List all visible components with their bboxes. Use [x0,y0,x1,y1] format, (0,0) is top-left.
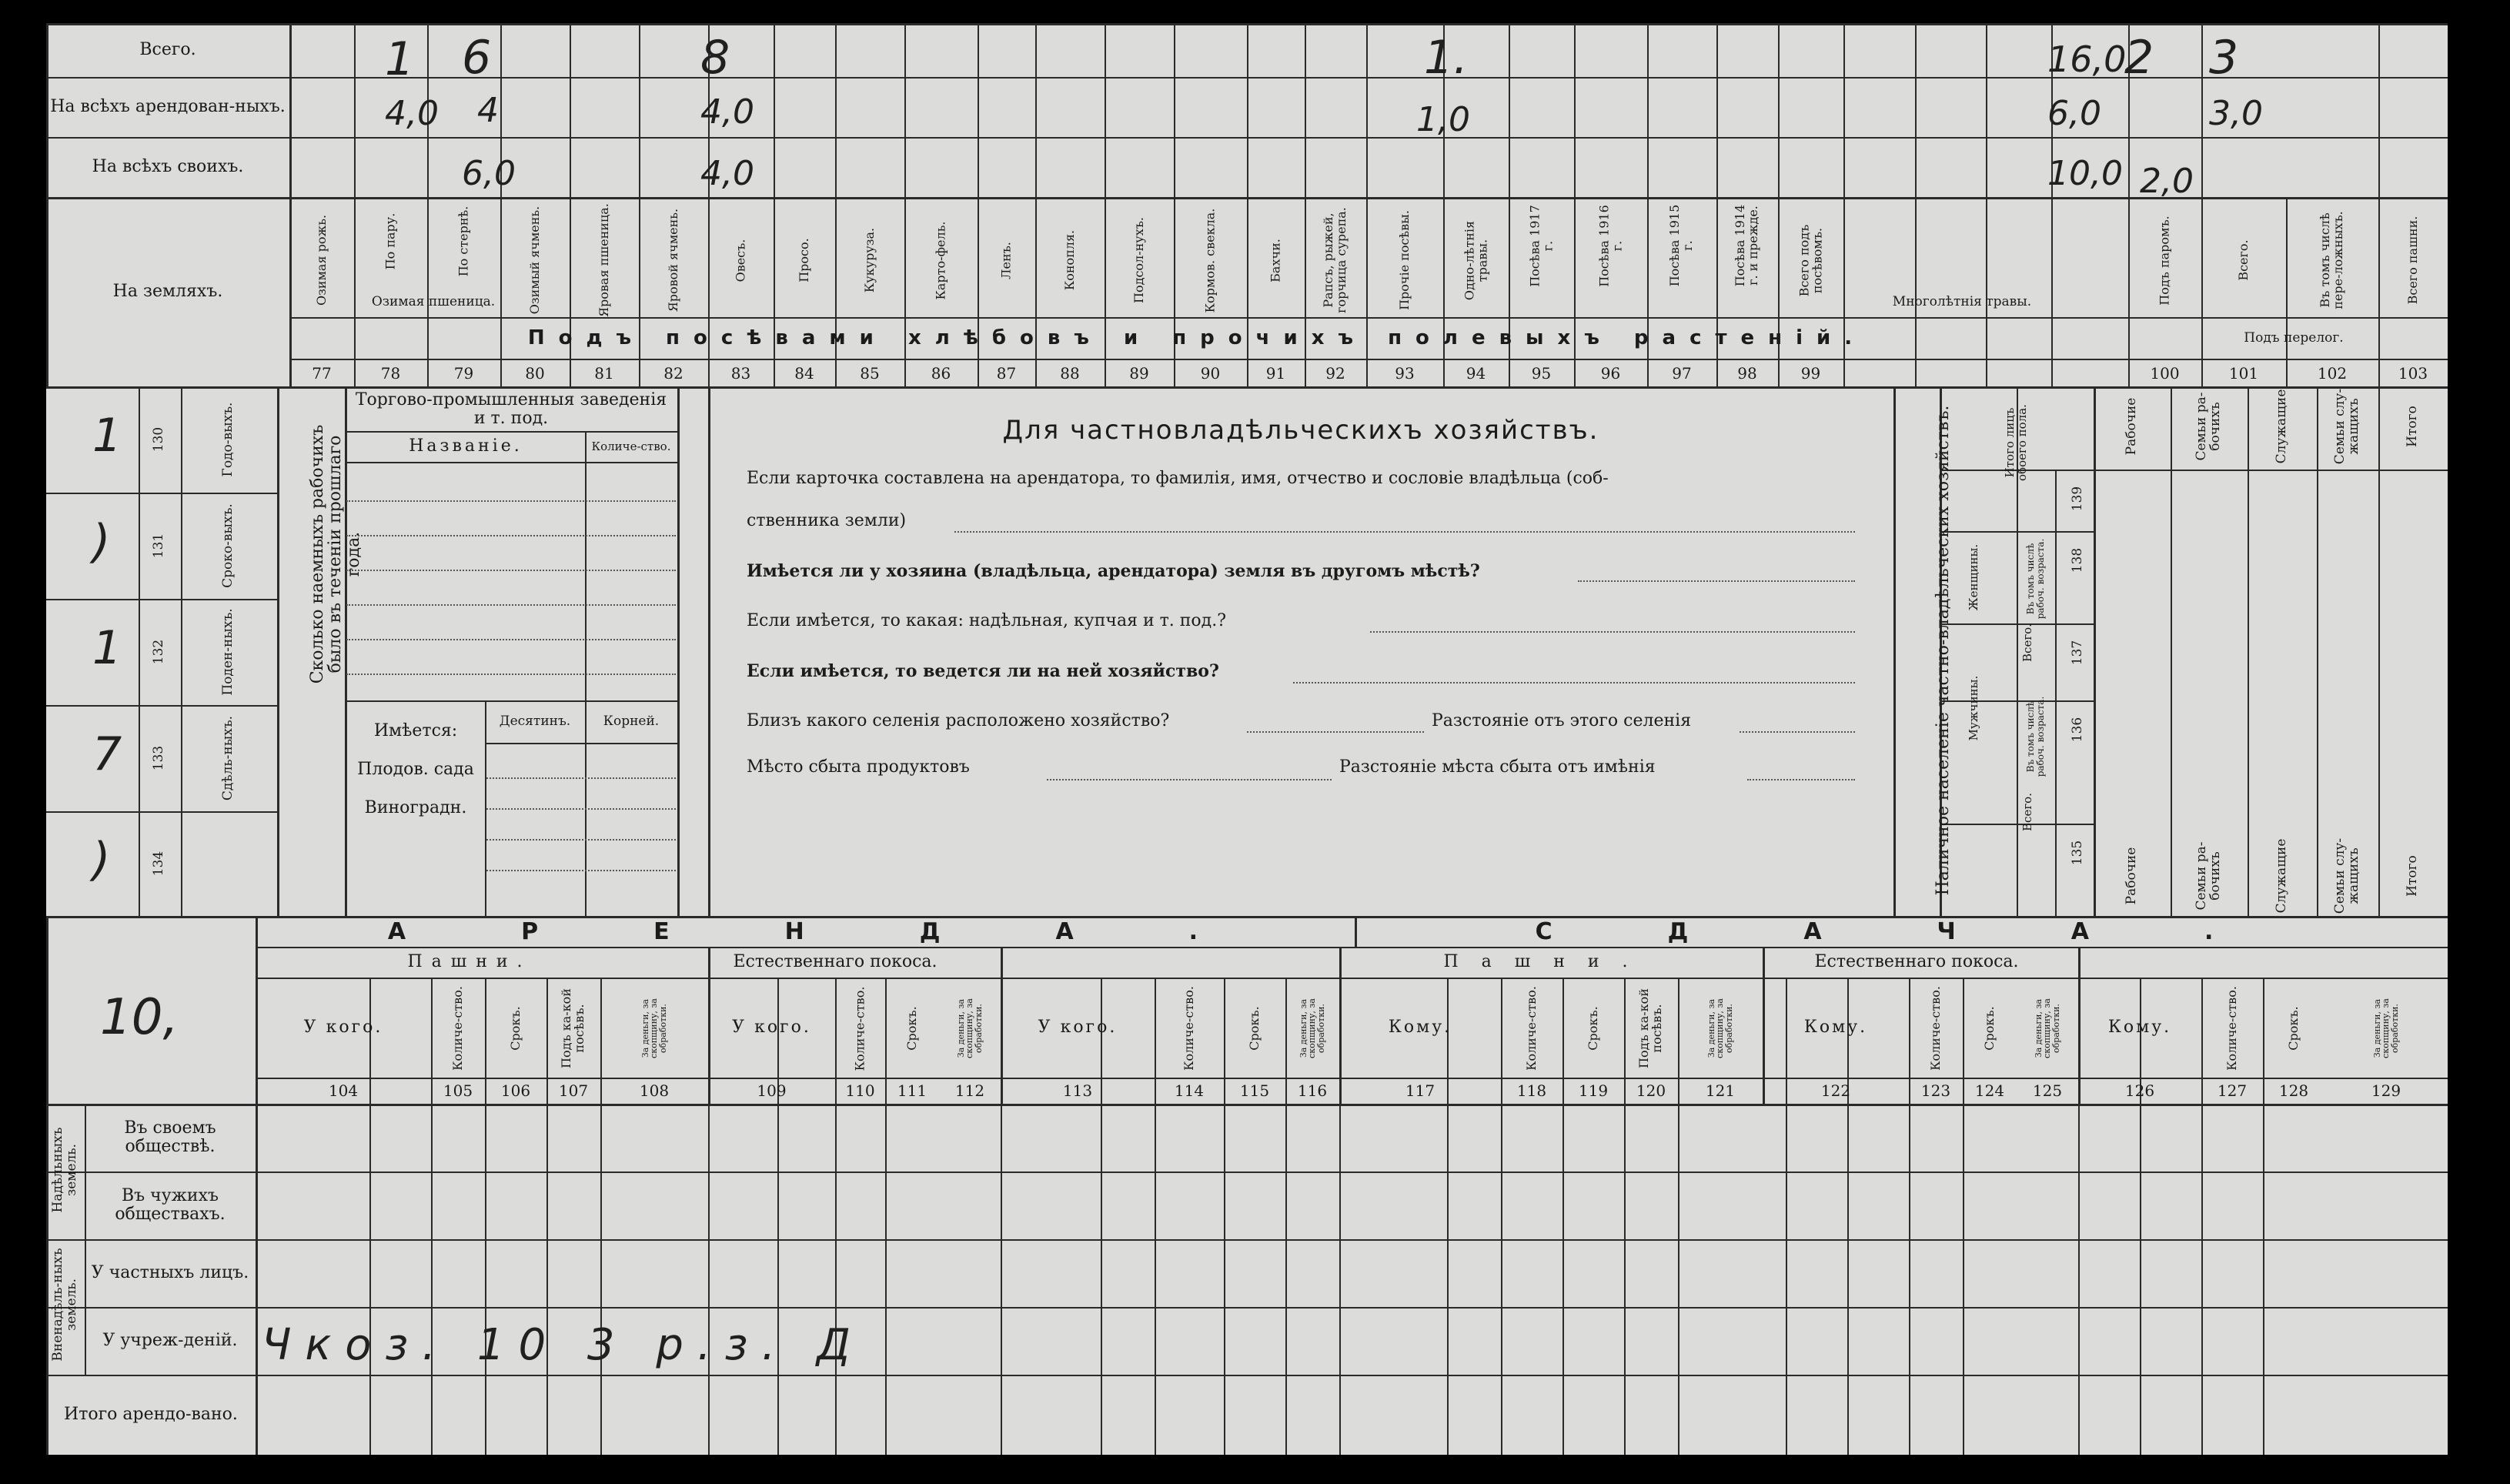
col-number-85: 85 [860,364,880,383]
hw-vsego-79: 6 [462,31,492,85]
hw-arend-91: 1,0 [1416,100,1470,139]
col-number-92: 92 [1325,364,1345,383]
top-col-header-19: Посѣва 1917 г. [1526,204,1555,287]
pop-v-tom-m: Въ томъ числѣ рабоч. возраста. [2025,696,2046,777]
top-col-header-25: Всего. [2235,239,2251,281]
mid-mark-0: 1 [92,409,122,463]
bottom-num-126: 126 [2124,1081,2155,1100]
top-col-header-12: Конопля. [1061,229,1077,291]
bottom-col-line [835,978,837,1455]
bottom-head-17: Подъ ка-кой посѣвъ. [1636,988,1664,1068]
pop-col-top-0: Рабочие [2124,397,2140,456]
mid-num-130: 130 [151,426,167,453]
top-col-header-22: Посѣва 1914 г. и прежде. [1733,204,1760,287]
top-col-header-10: Карто-фель. [933,221,948,300]
bottom-num-127: 127 [2217,1081,2248,1100]
bottom-num-122: 122 [1820,1081,1851,1100]
pop-vsego-zh: Всего. [2020,623,2035,662]
bottom-col-line [2201,978,2203,1455]
top-col-header-6: Яровой ячмень. [665,208,680,313]
bottom-head-16: Срокъ. [1585,1006,1600,1051]
pop-col-top-4: Итого [2405,406,2421,447]
bottom-num-108: 108 [639,1081,670,1100]
hw-svoih-79: 6,0 [462,154,516,193]
bottom-head-7: Количе-ство. [852,986,867,1071]
row-v-chuzhih: Въ чужихъ обществахъ. [115,1185,226,1224]
bottom-num-124: 124 [1974,1081,2005,1100]
bottom-head-26: За деньги, за скопщину, за обработки. [2371,998,2400,1058]
bottom-head-8: Срокъ. [904,1006,919,1051]
row-label-arendovannyh: На всѣхъ арендован-ныхъ. [50,96,286,116]
hw-arend-79: 4 [477,91,499,130]
private-line-7a: Мѣсто сбыта продуктовъ [747,757,970,777]
row-v-svoem: Въ своемъ обществѣ. [124,1118,216,1156]
mid-num-132: 132 [151,639,167,665]
col-number-103: 103 [2398,364,2428,383]
pop-title: Наличное населеніе частно-владѣльческих хозяйствъ. [1933,405,1954,896]
col-number-77: 77 [312,364,332,383]
trade-kolichestvo: Количе-ство. [591,439,671,453]
col-number-80: 80 [525,364,545,383]
top-col-header-26: Въ томъ числѣ пере-ложныхъ. [2318,211,2345,309]
pop-num-137: 137 [2070,640,2086,666]
pop-muzh: Мужчины. [1967,675,1981,741]
trade-imeetsya: Имѣется: [373,720,458,740]
bottom-num-105: 105 [443,1081,473,1100]
label-pod-posevami: Подъ посѣвами хлѣбовъ и прочихъ полевыхъ растеній. [527,326,1867,349]
bottom-num-115: 115 [1239,1081,1270,1100]
top-col-header-7: Овесъ. [733,239,748,282]
bottom-num-125: 125 [2032,1081,2063,1100]
col-number-91: 91 [1265,364,1286,383]
hw-arend-99: 6,0 [2047,94,2101,133]
bottom-num-119: 119 [1578,1081,1609,1100]
bottom-head-2: Количе-ство. [450,986,465,1071]
top-col-line [2378,23,2380,386]
col-number-82: 82 [663,364,683,383]
bottom-head-25: Срокъ. [2285,1006,2301,1051]
pop-num-138: 138 [2070,547,2086,573]
top-col-header-4: Озимый ячмень. [526,206,542,315]
bottom-head-14: Кому. [1388,1017,1452,1037]
private-line-4: Если имѣется, то какая: надѣльная, купчая и т. под.? [747,610,1226,630]
label-arenda: АРЕНДА. [387,917,1314,945]
bottom-col-line [485,978,486,1455]
trade-plodov: Плодов. сада [357,759,474,779]
hw-vsego-78: 1 [385,32,415,86]
hw-vsego-99: 16,0 [2047,38,2127,80]
private-line-3: Имѣется ли у хозяина (владѣльца, арендатора) земля въ другомъ мѣстѣ? [747,560,1480,581]
label-mnogoletnie: Многолѣтнія травы. [1892,293,2032,309]
col-number-102: 102 [2317,364,2348,383]
top-col-header-21: Посѣва 1915 г. [1667,204,1695,287]
mid-mark-1: ) [92,515,111,569]
hw-uchrezh-row: Чкоз. 10 3 р.з. Д [262,1320,864,1370]
paper-sheet [46,23,2448,1455]
bottom-num-114: 114 [1174,1081,1205,1100]
bottom-head-23: Кому. [2107,1017,2172,1037]
col-number-83: 83 [730,364,751,383]
bottom-num-112: 112 [954,1081,985,1100]
col-number-95: 95 [1531,364,1552,383]
hw-arend-101: 3,0 [2209,94,2263,133]
bottom-col-line [1155,978,1156,1455]
col-number-90: 90 [1200,364,1221,383]
bottom-num-110: 110 [845,1081,875,1100]
col-number-89: 89 [1129,364,1149,383]
col-number-79: 79 [453,364,474,383]
pop-col-bot-0: Рабочие [2124,847,2140,905]
label-nadelnyh: Надѣльныхъ земель. [50,1127,79,1213]
top-col-header-24: Подъ паромъ. [2157,215,2172,306]
private-line-6b: Разстояніе отъ этого селенія [1432,710,1692,730]
bottom-col-line [431,978,433,1455]
label-sdacha: СДАЧА. [1535,917,2329,945]
col-number-94: 94 [1466,364,1486,383]
col-number-96: 96 [1600,364,1621,383]
pop-v-tom-zh: Въ томъ числѣ рабоч. возраста. [2025,538,2046,620]
col-number-88: 88 [1060,364,1080,383]
trade-desyatin: Десятинъ. [499,713,571,729]
col-number-99: 99 [1800,364,1821,383]
private-line-7b: Разстояніе мѣста сбыта отъ имѣнія [1339,757,1656,777]
private-line-2: ственника земли) [747,510,907,530]
col-number-86: 86 [931,364,951,383]
mid-row-3: Сдѣль-ныхъ. [220,715,236,801]
pop-col-bot-3: Семьи слу-жащихъ [2332,837,2361,914]
hw-vsego-91: 1. [1424,31,1469,85]
bottom-num-123: 123 [1920,1081,1951,1100]
bottom-col-line [546,978,548,1455]
bottom-head-10: У кого. [1038,1017,1118,1037]
col-number-97: 97 [1672,364,1692,383]
mid-row-1: Сроко-выхъ. [220,503,236,588]
top-col-header-13: Подсол-нухъ. [1131,217,1146,303]
bottom-col-line [1624,978,1626,1455]
private-title: Для частновладѣльческихъ хозяйствъ. [1002,415,1599,446]
mid-mark-2: 1 [92,621,122,675]
bottom-col-line [885,978,887,1455]
hw-vsego-82: 8 [700,31,730,85]
hw-vsego-101: 3 [2209,31,2239,85]
mid-num-133: 133 [151,745,167,771]
top-col-header-11: Ленъ. [998,241,1014,279]
hw-vsego-100: 2 [2124,31,2154,85]
hw-svoih-82: 4,0 [700,154,754,193]
label-pokos-arenda: Естественнаго покоса. [733,951,937,971]
bottom-head-11: Количе-ство. [1181,986,1196,1071]
bottom-head-13: За деньги, за скопщину, за обработки. [1298,998,1326,1058]
top-col-header-23: Всего подъ посѣвомъ. [1796,224,1824,296]
row-label-svoih: На всѣхъ своихъ. [92,156,244,176]
row-label-na-zemlyah: На земляхъ. [112,281,223,301]
bottom-num-111: 111 [897,1081,927,1100]
mid-mark-3: 7 [92,727,122,781]
row-label-vsego: Всего. [139,39,196,59]
top-col-line [2286,197,2288,386]
bottom-head-20: Количе-ство. [1927,986,1943,1071]
bottom-num-109: 109 [757,1081,787,1100]
trade-korney: Корней. [603,713,660,729]
pop-col-bot-2: Служащие [2274,838,2290,914]
bottom-num-104: 104 [328,1081,359,1100]
col-number-78: 78 [380,364,401,383]
top-col-header-3: По стернѣ. [456,206,471,276]
bottom-col-line [1285,978,1287,1455]
bottom-head-15: Количе-ство. [1523,986,1539,1071]
pop-col-bot-4: Итого [2405,855,2421,897]
trade-nazvanie: Названіе. [409,436,523,456]
trade-vinograd: Виноградн. [364,797,467,817]
mid-mark-4: ) [92,833,111,887]
pop-num-139: 139 [2070,486,2086,512]
bottom-col-line [1909,978,1910,1455]
label-ozimaya-pshenica: Озимая пшеница. [371,293,496,309]
bottom-num-129: 129 [2371,1081,2401,1100]
top-col-header-8: Просо. [796,238,811,282]
pop-itogo-obsh: Итого лицъ обоего пола. [2003,404,2029,481]
bottom-head-6: У кого. [732,1017,811,1037]
private-line-1: Если карточка составлена на арендатора, то фамилія, имя, отчество и сословіе владѣльца (соб- [747,468,1609,488]
bottom-num-118: 118 [1516,1081,1547,1100]
bottom-head-12: Срокъ. [1246,1006,1262,1051]
col-number-87: 87 [996,364,1017,383]
label-pod-pereloj: Подъ перелог. [2244,329,2344,346]
pop-col-bot-1: Семьи ра-бочихъ [2194,841,2223,911]
label-pashni-sdacha: Пашни. [1443,951,1651,971]
label-naemnyh: Сколько наемныхъ рабочихъ было въ теченіи прошлаго года. [308,424,363,684]
mid-num-131: 131 [151,533,167,559]
pop-num-135: 135 [2070,840,2086,866]
bottom-group-line [1355,916,1357,947]
pop-vsego-m: Всего. [2020,793,2035,831]
bottom-num-106: 106 [500,1081,531,1100]
col-number-93: 93 [1395,364,1415,383]
bottom-col-line [2263,978,2264,1455]
bottom-head-3: Срокъ. [507,1006,523,1051]
pop-col-top-3: Семьи слу-жащихъ [2332,388,2361,465]
bottom-head-21: Срокъ. [1981,1006,1997,1051]
bottom-head-24: Количе-ство. [2224,986,2239,1071]
top-col-header-2: По пару. [383,212,398,269]
mid-row-0: Годо-выхъ. [220,402,236,477]
top-col-header-15: Бахчи. [1268,238,1283,282]
col-number-98: 98 [1737,364,1757,383]
hw-arend-78: 4,0 [385,94,439,133]
private-line-5: Если имѣется, то ведется ли на ней хозяйство? [747,660,1219,681]
pop-num-136: 136 [2070,717,2086,743]
pop-col-top-2: Служащие [2274,389,2290,464]
bottom-head-18: За деньги, за скопщину, за обработки. [1706,998,1734,1058]
hw-10: 10, [100,989,179,1046]
bottom-num-107: 107 [558,1081,589,1100]
bottom-col-line [1501,978,1502,1455]
top-col-line [2201,23,2203,386]
label-pokos-sdacha: Естественнаго покоса. [1814,951,2019,971]
row-u-uchrezh: У учреж-деній. [102,1330,238,1350]
label-vnenadelnyh: Вненадѣль-ныхъ земель. [50,1248,79,1362]
bottom-num-113: 113 [1062,1081,1093,1100]
bottom-head-5: За деньги, за скопщину, за обработки. [640,998,668,1058]
col-number-81: 81 [594,364,614,383]
pop-zhen: Женщины. [1967,543,1981,611]
row-u-chastnyh: У частныхъ лицъ. [91,1262,249,1282]
top-col-header-1: Озимая рожь. [313,214,329,306]
bottom-col-line [1963,978,1964,1455]
row-itogo: Итого арендо-вано. [64,1404,238,1424]
mid-num-134: 134 [151,851,167,877]
pop-col-top-1: Семьи ра-бочихъ [2194,392,2223,461]
bottom-col-line [1224,978,1225,1455]
bottom-num-116: 116 [1297,1081,1328,1100]
top-col-header-20: Посѣва 1916 г. [1596,204,1624,287]
bottom-head-9: За деньги, за скопщину, за обработки. [955,998,984,1058]
bottom-num-121: 121 [1705,1081,1736,1100]
bottom-head-22: За деньги, за скопщину, за обработки. [2033,998,2061,1058]
top-col-header-14: Кормов. свекла. [1202,208,1218,313]
bottom-num-117: 117 [1405,1081,1435,1100]
bottom-num-120: 120 [1636,1081,1666,1100]
bottom-col-line [1562,978,1564,1455]
bottom-col-line [1678,978,1679,1455]
col-number-101: 101 [2228,364,2259,383]
trade-title: Торгово-промышленныя заведенія и т. под. [355,389,667,428]
top-col-header-5: Яровая пшеница. [596,203,611,317]
top-col-header-9: Кукуруза. [861,227,877,293]
private-line-6a: Близъ какого селенія расположено хозяйство? [747,710,1170,730]
top-col-header-18: Одно-лѣтнія травы. [1461,220,1489,300]
bottom-head-19: Кому. [1803,1017,1868,1037]
hw-svoih-100: 2,0 [2140,162,2194,201]
hw-svoih-99: 10,0 [2047,154,2123,193]
bottom-head-1: У кого. [303,1017,383,1037]
col-number-84: 84 [794,364,814,383]
bottom-num-128: 128 [2278,1081,2309,1100]
bottom-head-4: Подъ ка-кой посѣвъ. [559,988,587,1068]
top-col-header-17: Прочіе посѣвы. [1396,210,1412,310]
top-col-header-16: Рапсъ, рыжей, горчица сурепа. [1321,207,1349,313]
col-number-100: 100 [2150,364,2180,383]
top-col-header-27: Всего пашни. [2405,216,2420,305]
label-pashni-arenda: Пашни. [407,951,532,971]
hw-arend-82: 4,0 [700,92,754,132]
bottom-col-line [600,978,602,1455]
mid-row-2: Поден-ныхъ. [220,608,236,696]
